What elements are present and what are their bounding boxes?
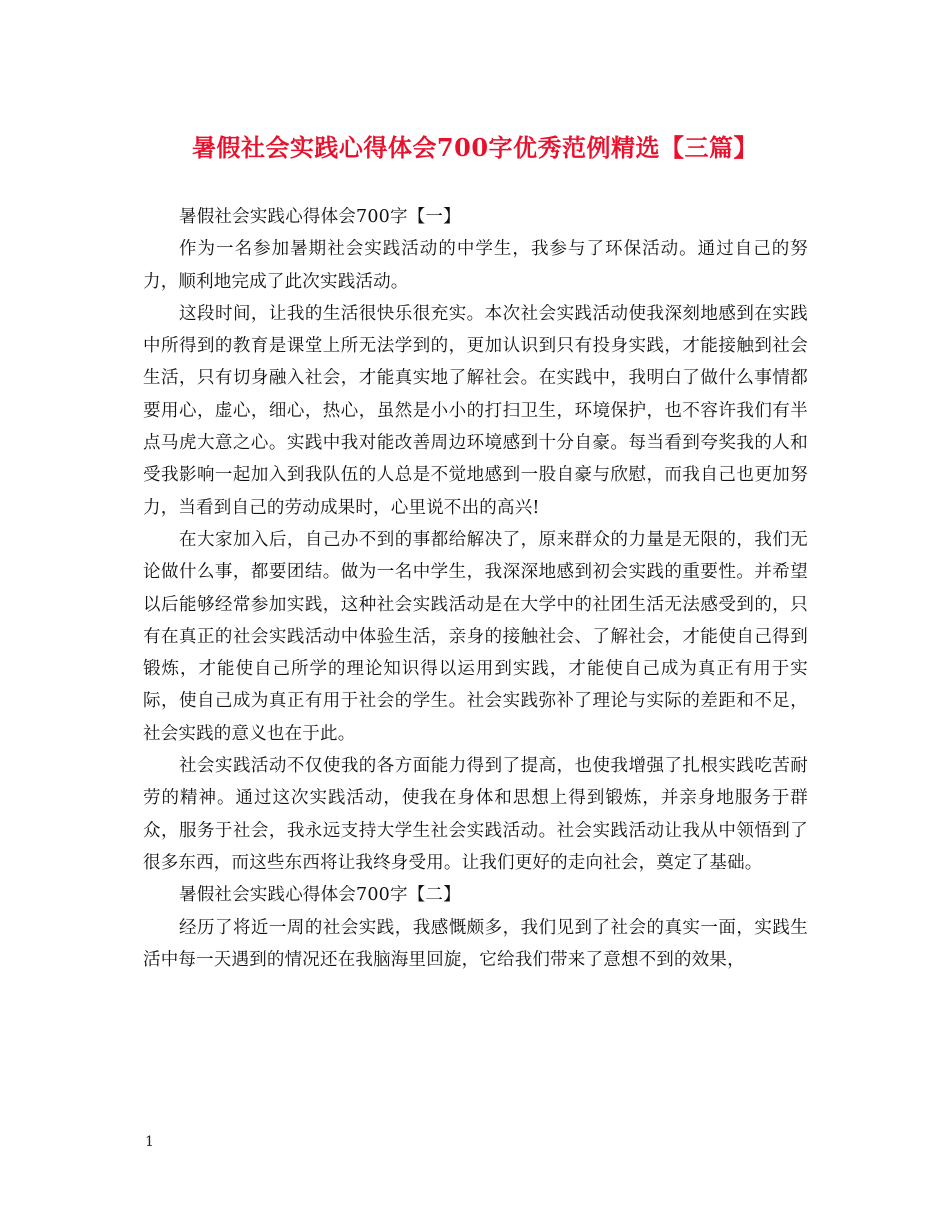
paragraph: 社会实践活动不仅使我的各方面能力得到了提高，也使我增强了扎根实践吃苦耐劳的精神。通过这次实践活动，使我在身体和思想上得到锻炼，并亲身地服务于群众，服务于社会，我永远支持大学生社会实践活动。社会实践活动让我从中领悟到了很多东西，而这些东西将让我终身受用。让我们更好的走向社会，奠定了基础。: [143, 756, 808, 873]
paragraph: 这段时间，让我的生活很快乐很充实。本次社会实践活动使我深刻地感到在实践中所得到的教育是课堂上所无法学到的，更加认识到只有投身实践，才能接触到社会生活，只有切身融入社会，才能真实地了解社会。在实践中，我明白了做什么事情都要用心，虚心，细心，热心，虽然是小小的打扫卫生，环境保护，也不容许我们有半点马虎大意之心。实践中我对能改善周边环境感到十分自豪。每当看到夸奖我的人和受我影响一起加入到我队伍的人总是不觉地感到一股自豪与欣慰，而我自己也更加努力，当看到自己的劳动成果时，心里说不出的高兴!: [143, 303, 808, 518]
paragraph: 作为一名参加暑期社会实践活动的中学生，我参与了环保活动。通过自己的努力，顺利地完成了此次实践活动。: [143, 239, 808, 292]
section-heading-1: 暑假社会实践心得体会700字【一】: [179, 207, 461, 227]
page-number: 1: [145, 1134, 154, 1150]
document-title: 暑假社会实践心得体会700字优秀范例精选【三篇】: [191, 133, 759, 162]
section-heading-2: 暑假社会实践心得体会700字【二】: [179, 885, 461, 906]
paragraph: 经历了将近一周的社会实践，我感慨颇多，我们见到了社会的真实一面，实践生活中每一天遇到的情况还在我脑海里回旋，它给我们带来了意想不到的效果，: [143, 917, 808, 970]
paragraph: 在大家加入后，自己办不到的事都给解决了，原来群众的力量是无限的，我们无论做什么事，都要团结。做为一名中学生，我深深地感到初会实践的重要性。并希望以后能够经常参加实践，这种社会实践活动是在大学中的社团生活无法感受到的，只有在真正的社会实践活动中体验生活，亲身的接触社会、了解社会，才能使自己得到锻炼，才能使自己所学的理论知识得以运用到实践，才能使自己成为真正有用于实际，使自己成为真正有用于社会的学生。社会实践弥补了理论与实际的差距和不足，社会实践的意义也在于此。: [143, 529, 808, 744]
document-body: [143, 201, 808, 976]
